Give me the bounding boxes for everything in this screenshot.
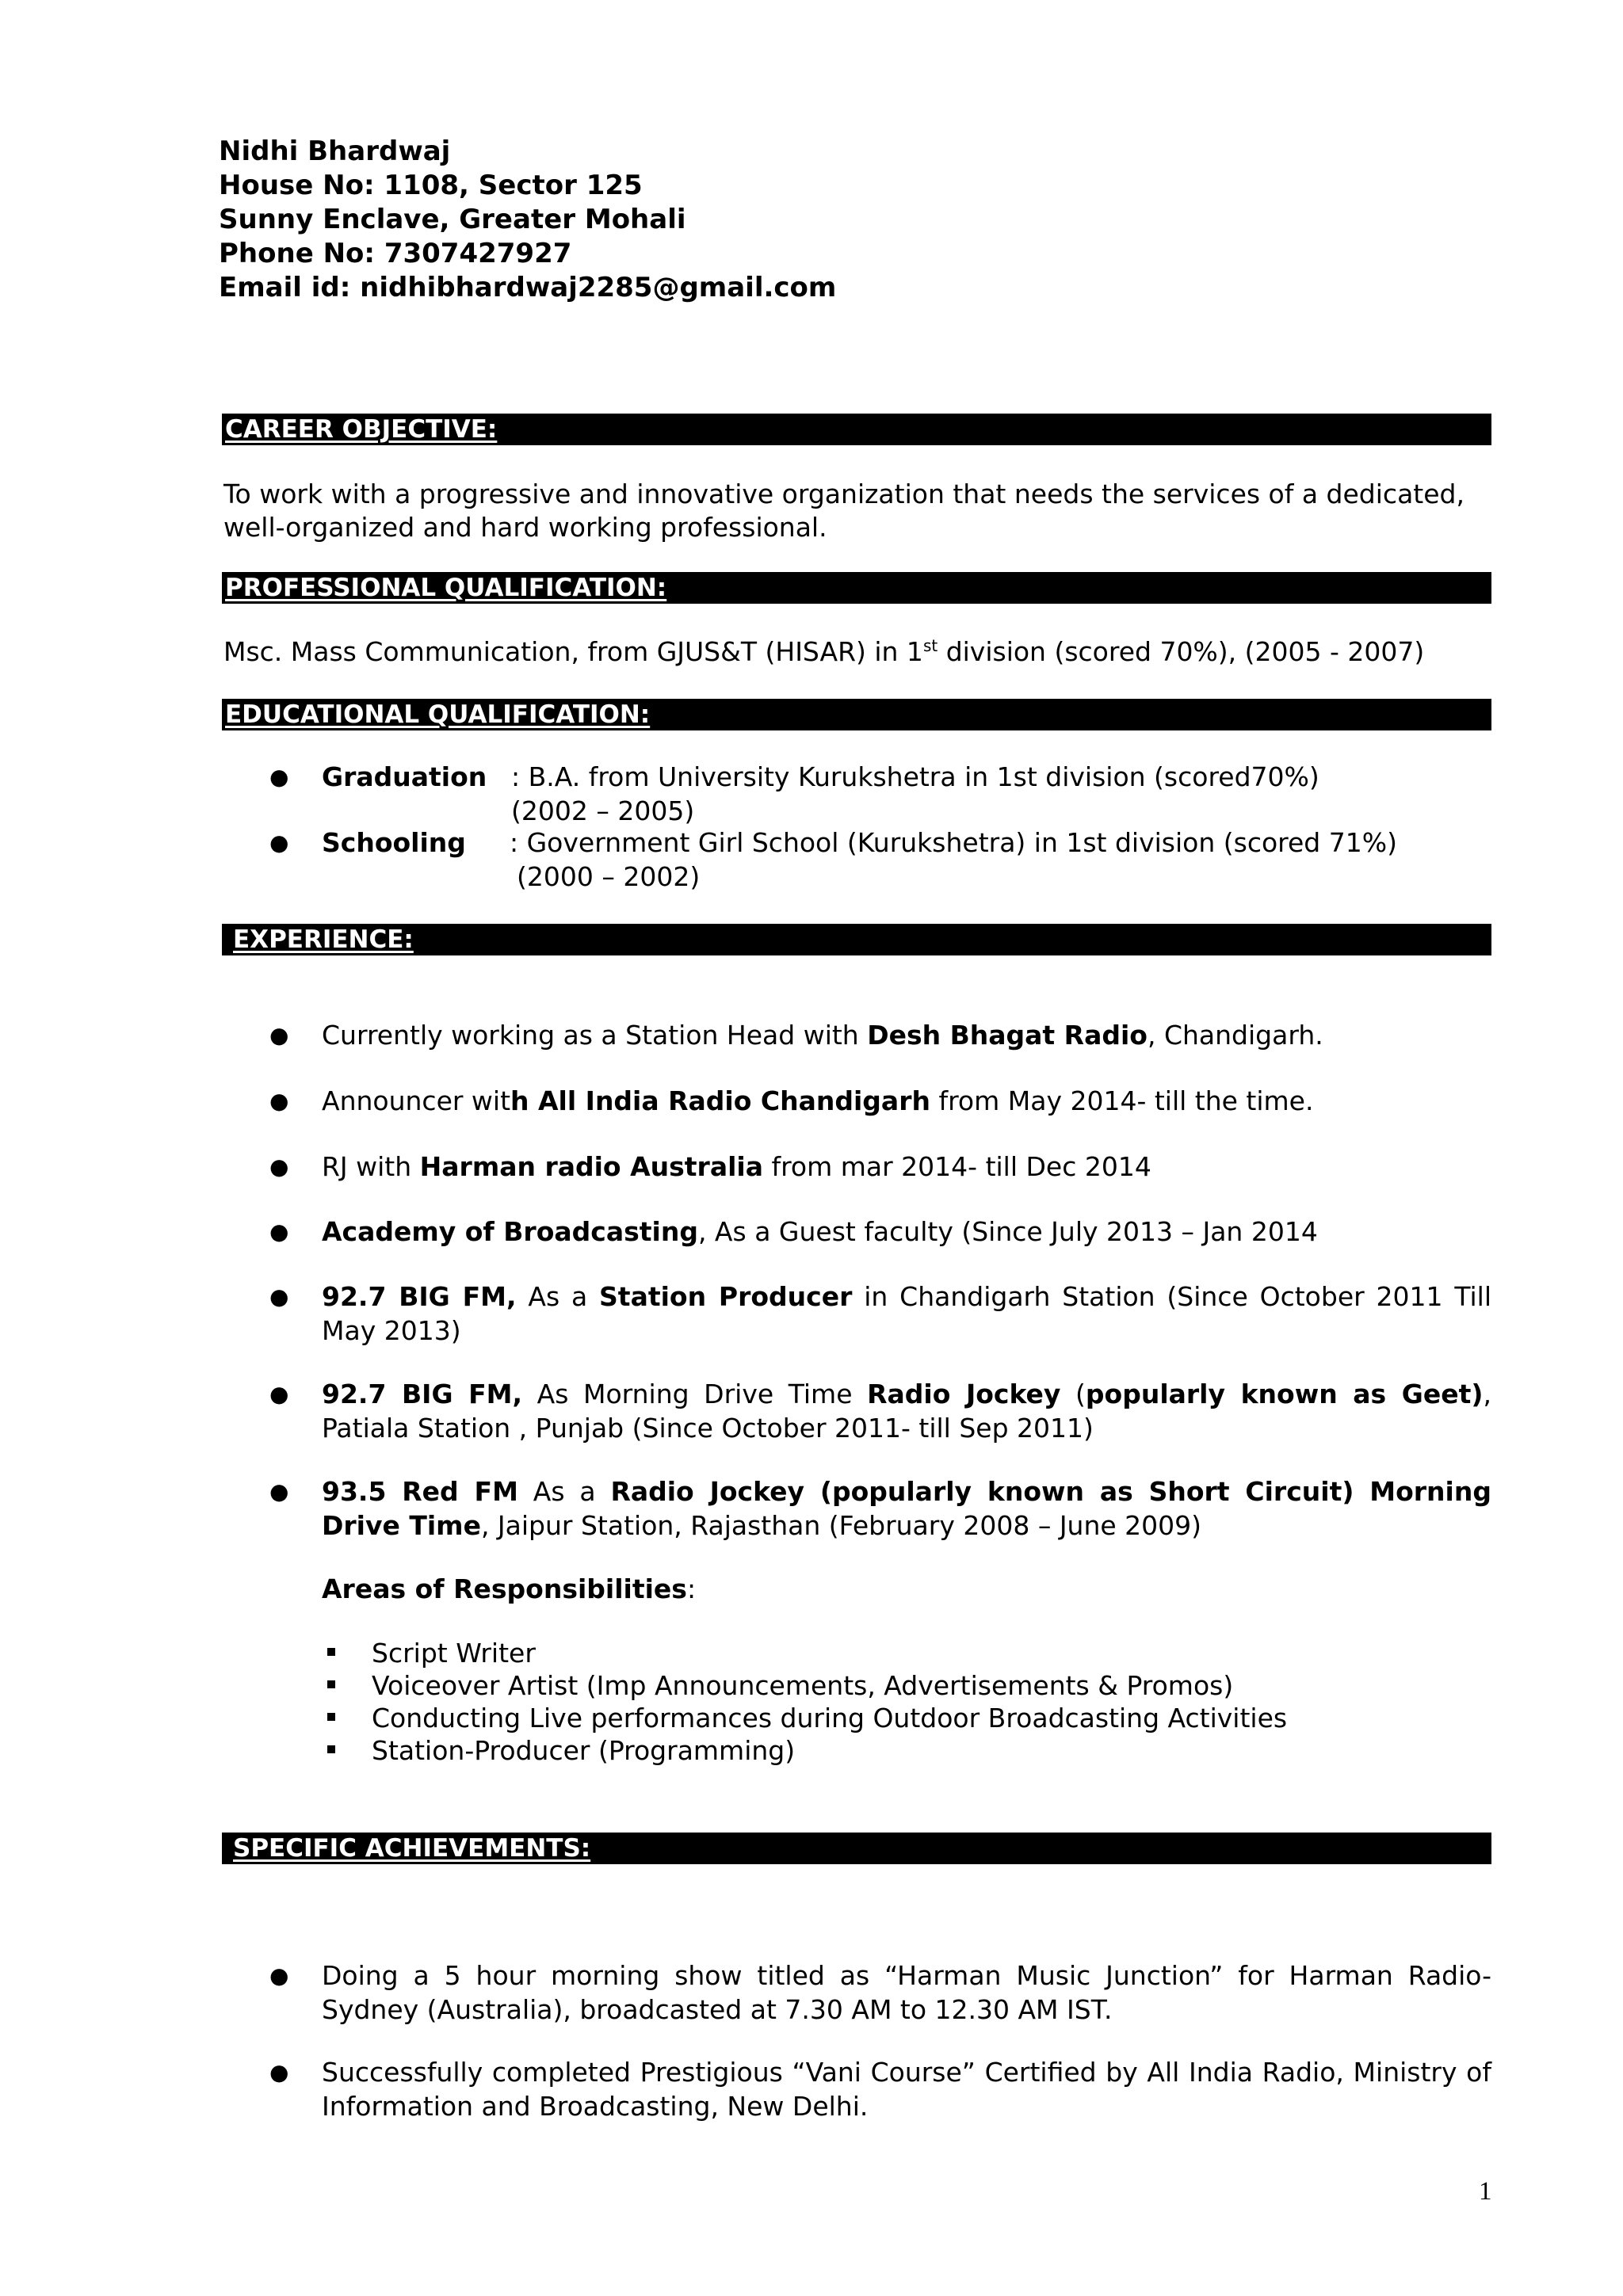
specific-achievements-heading: SPECIFIC ACHIEVEMENTS: xyxy=(222,1833,1491,1864)
experience-text: Academy of Broadcasting, As a Guest faculty (Since July 2013 – Jan 2014 xyxy=(322,1216,1318,1247)
experience-text: Announcer with All India Radio Chandigarh from May 2014- till the time. xyxy=(322,1085,1314,1116)
experience-heading: EXPERIENCE: xyxy=(222,924,1491,955)
responsibility-text: Conducting Live performances during Outdoor Broadcasting Activities xyxy=(372,1703,1288,1733)
education-label: Schooling xyxy=(322,827,466,858)
career-objective-heading: CAREER OBJECTIVE: xyxy=(222,414,1491,445)
professional-qualification-heading: PROFESSIONAL QUALIFICATION: xyxy=(222,572,1491,604)
professional-qualification-text xyxy=(223,635,1491,669)
experience-text: Currently working as a Station Head with Desh Bhagat Radio, Chandigarh. xyxy=(322,1020,1323,1051)
ordinal-suffix: st xyxy=(922,636,938,655)
education-years: (2002 – 2005) xyxy=(511,795,695,826)
bullet-icon: ● xyxy=(269,1478,289,1505)
responsibility-text: Station-Producer (Programming) xyxy=(372,1735,796,1766)
bullet-icon: ● xyxy=(269,1962,289,1989)
phone-number: Phone No: 7307427927 xyxy=(219,238,572,269)
address-line-1: House No: 1108, Sector 125 xyxy=(219,170,643,201)
responsibility-text: Script Writer xyxy=(372,1638,536,1669)
experience-text: 92.7 BIG FM, As Morning Drive Time Radio Jockey (popularly known as Geet), Patiala Station , Punjab (Since October 2011- till Sep 2011) xyxy=(322,1379,1491,1444)
square-bullet-icon xyxy=(327,1680,335,1688)
education-years: (2000 – 2002) xyxy=(517,861,701,892)
professional-qualification-main: Msc. Mass Communication, from GJUS&T (HISAR) in 1 xyxy=(223,636,923,667)
square-bullet-icon xyxy=(327,1745,335,1753)
page-number: 1 xyxy=(1479,2177,1492,2206)
responsibilities-title: Areas of Responsibilities: xyxy=(322,1573,697,1604)
experience-text: 92.7 BIG FM, As a Station Producer in Chandigarh Station (Since October 2011 Till May 2013) xyxy=(322,1281,1491,1346)
bullet-icon: ● xyxy=(269,1283,289,1310)
bullet-icon: ● xyxy=(269,1088,289,1114)
contact-header xyxy=(219,135,836,305)
achievement-text: Doing a 5 hour morning show titled as “Harman Music Junction” for Harman Radio-Sydney (Australia), broadcasted at 7.30 AM to 12.30 AM IST. xyxy=(322,1960,1491,2025)
education-detail: : Government Girl School (Kurukshetra) in 1st division (scored 71%) xyxy=(510,827,1397,858)
bullet-icon: ● xyxy=(269,830,289,856)
candidate-name: Nidhi Bhardwaj xyxy=(219,135,451,167)
bullet-icon: ● xyxy=(269,1381,289,1407)
bullet-icon: ● xyxy=(269,1022,289,1048)
experience-text: RJ with Harman radio Australia from mar 2014- till Dec 2014 xyxy=(322,1151,1151,1182)
experience-text: 93.5 Red FM As a Radio Jockey (popularly known as Short Circuit) Morning Drive Time, Jaipur Station, Rajasthan (February 2008 – June 2009) xyxy=(322,1476,1491,1541)
bullet-icon: ● xyxy=(269,764,289,790)
achievement-text: Successfully completed Prestigious “Vani Course” Certified by All India Radio, Ministry of Information and Broadcasting, New Delhi. xyxy=(322,2057,1491,2122)
professional-qualification-rest: division (scored 70%), (2005 - 2007) xyxy=(938,636,1425,667)
educational-qualification-heading: EDUCATIONAL QUALIFICATION: xyxy=(222,699,1491,730)
career-objective-text: To work with a progressive and innovative organization that needs the services of a dedicated, well-organized and hard working professional. xyxy=(223,479,1465,543)
responsibility-text: Voiceover Artist (Imp Announcements, Advertisements & Promos) xyxy=(372,1670,1234,1701)
email-address: Email id: nidhibhardwaj2285@gmail.com xyxy=(219,272,837,303)
education-label: Graduation xyxy=(322,761,487,792)
address-line-2: Sunny Enclave, Greater Mohali xyxy=(219,204,686,235)
square-bullet-icon xyxy=(327,1713,335,1721)
square-bullet-icon xyxy=(327,1648,335,1656)
education-detail: : B.A. from University Kurukshetra in 1st division (scored70%) xyxy=(511,761,1319,792)
bullet-icon: ● xyxy=(269,1219,289,1245)
bullet-icon: ● xyxy=(269,1154,289,1180)
bullet-icon: ● xyxy=(269,2059,289,2085)
